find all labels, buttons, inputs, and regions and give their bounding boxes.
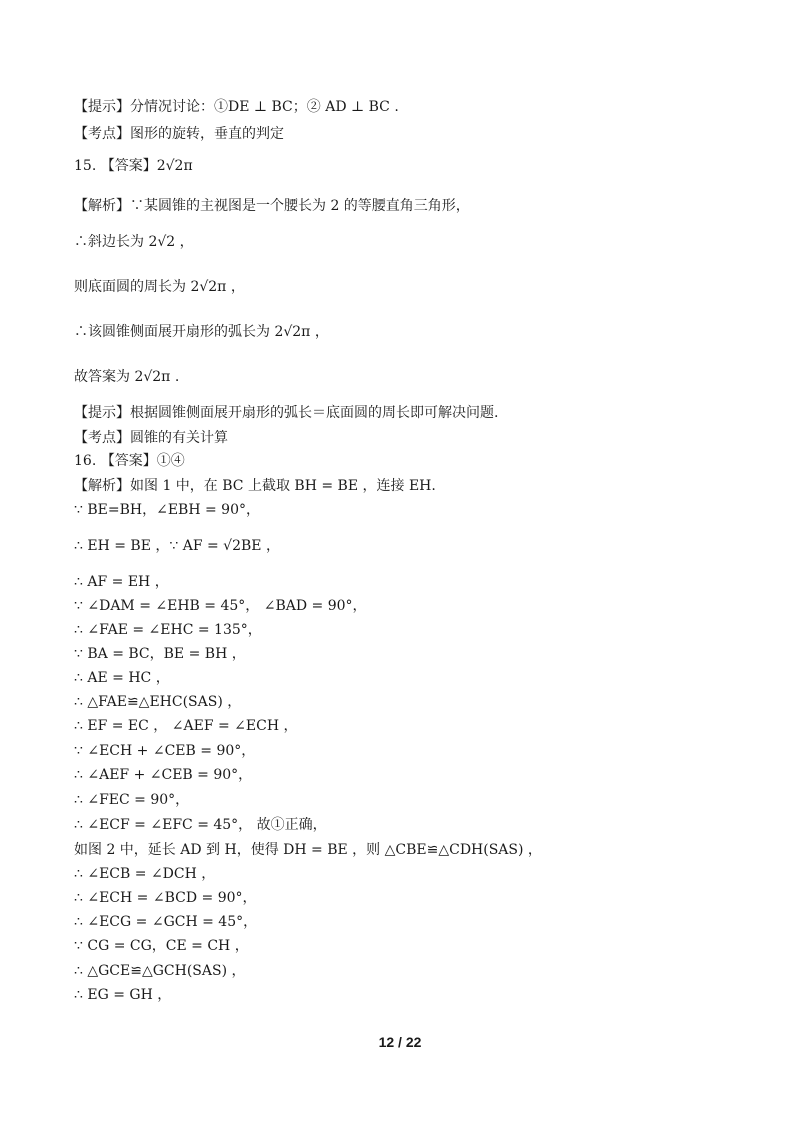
solution-line: ∴ EH = BE ，∵ AF = √2BE ， — [74, 538, 280, 554]
solution-line: ∵ BE=BH，∠EBH = 90°， — [74, 502, 260, 518]
solution-line: ∴ △FAE≌△EHC(SAS) ， — [74, 694, 242, 710]
solution-line: ∴ ∠ECB = ∠DCH ， — [74, 866, 216, 882]
analysis-line-15: 【解析】∵某圆锥的主视图是一个腰长为 2 的等腰直角三角形， — [74, 198, 470, 214]
solution-line: ∵ BA = BC，BE = BH ， — [74, 646, 246, 662]
analysis-line-16: 【解析】如图 1 中，在 BC 上截取 BH = BE ，连接 EH. — [74, 478, 436, 494]
solution-line: 如图 2 中，延长 AD 到 H，使得 DH = BE ，则 △CBE≌△CDH(SAS) ， — [74, 842, 542, 858]
solution-line: ∴ ∠ECG = ∠GCH = 45°， — [74, 914, 258, 930]
hint-line-14: 【提示】分情况讨论：①DE ⊥ BC；② AD ⊥ BC . — [74, 99, 399, 115]
solution-line: ∵ CG = CG，CE = CH ， — [74, 938, 249, 954]
page-number: 12 / 22 — [378, 1034, 422, 1050]
solution-line: 则底面圆的周长为 2√2π ， — [74, 279, 245, 295]
solution-line: 故答案为 2√2π . — [74, 369, 180, 385]
solution-line: ∵ ∠ECH + ∠CEB = 90°， — [74, 743, 256, 759]
solution-line: ∴ ∠FAE = ∠EHC = 135°， — [74, 622, 262, 638]
solution-line: ∵ ∠DAM = ∠EHB = 45°， ∠BAD = 90°， — [74, 598, 367, 614]
topic-line-15: 【考点】圆锥的有关计算 — [74, 430, 228, 446]
solution-line: ∴斜边长为 2√2 ， — [74, 234, 194, 250]
answer-line-16: 16. 【答案】①④ — [74, 453, 185, 469]
solution-line: ∴该圆锥侧面展开扇形的弧长为 2√2π ， — [74, 324, 329, 340]
solution-line: ∴ △GCE≌△GCH(SAS) ， — [74, 963, 246, 979]
solution-line: ∴ ∠AEF + ∠CEB = 90°， — [74, 767, 253, 783]
solution-line: ∴ ∠ECH = ∠BCD = 90°， — [74, 890, 257, 906]
solution-line: ∴ AE = HC ， — [74, 670, 170, 686]
solution-line: ∴ EF = EC ， ∠AEF = ∠ECH ， — [74, 718, 298, 734]
hint-line-15: 【提示】根据圆锥侧面展开扇形的弧长＝底面圆的周长即可解决问题. — [74, 405, 499, 421]
solution-line: ∴ ∠FEC = 90°， — [74, 792, 190, 808]
solution-line: ∴ ∠ECF = ∠EFC = 45°， 故①正确， — [74, 817, 327, 833]
solution-line: ∴ AF = EH ， — [74, 574, 169, 590]
topic-line-14: 【考点】图形的旋转，垂直的判定 — [74, 126, 284, 142]
answer-line-15: 15. 【答案】2√2π — [74, 158, 193, 174]
solution-line: ∴ EG = GH ， — [74, 987, 172, 1003]
